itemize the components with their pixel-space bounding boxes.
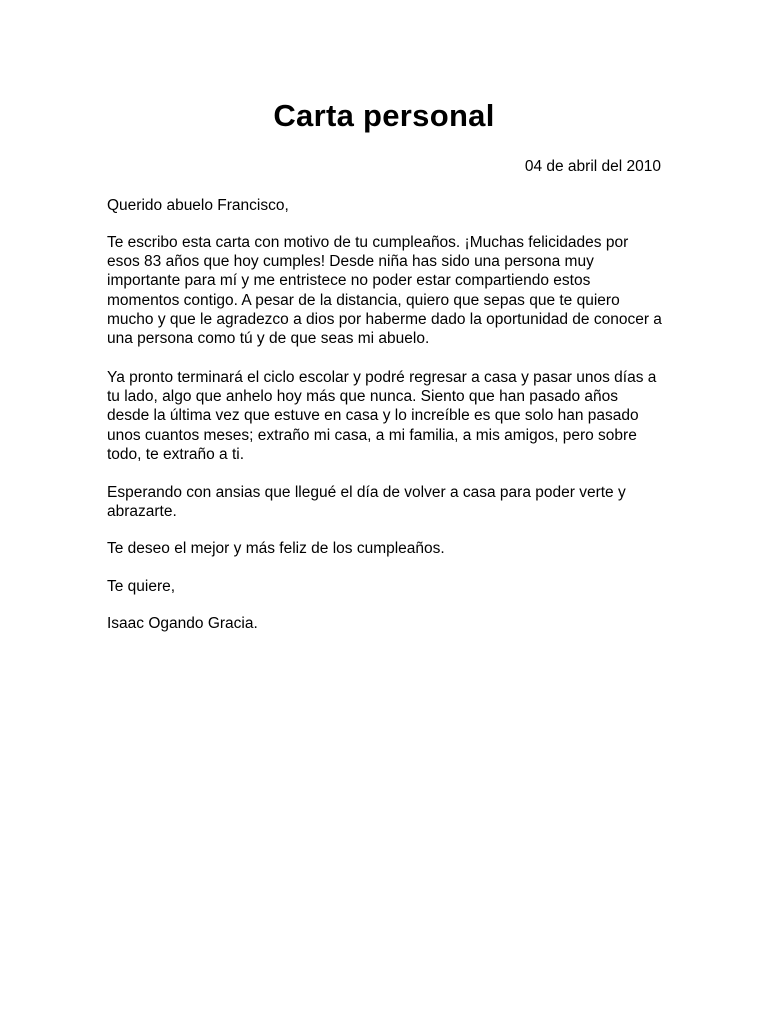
letter-paragraph-1: Te escribo esta carta con motivo de tu cumpleaños. ¡Muchas felicidades por esos 83 años que hoy cumples! Desde niña has sido una persona muy importante para mí y me entristece no poder estar compartiendo estos momentos contigo. A pesar de la distancia, quiero que sepas que te quiero mucho y que le agradezco a dios por haberme dado la oportunidad de conocer a una persona como tú y de que seas mi abuelo.	[107, 234, 662, 348]
letter-signature: Isaac Ogando Gracia.	[107, 615, 258, 632]
letter-paragraph-3: Esperando con ansias que llegué el día de volver a casa para poder verte y abrazarte.	[107, 484, 626, 521]
letter-closing: Te quiere,	[107, 578, 176, 595]
letter-paragraph-2: Ya pronto terminará el ciclo escolar y podré regresar a casa y pasar unos días a tu lado, algo que anhelo hoy más que nunca. Siento que han pasado años desde la última vez que estuve en casa y lo increíble es que solo han pasado unos cuantos meses; extraño mi casa, a mi familia, a mis amigos, pero sobre todo, te extraño a ti.	[107, 369, 657, 463]
letter-date: 04 de abril del 2010	[524, 158, 661, 175]
letter-paragraph-4: Te deseo el mejor y más feliz de los cumpleaños.	[107, 540, 445, 557]
letter-salutation: Querido abuelo Francisco,	[107, 197, 289, 214]
letter-title: Carta personal	[273, 98, 495, 133]
